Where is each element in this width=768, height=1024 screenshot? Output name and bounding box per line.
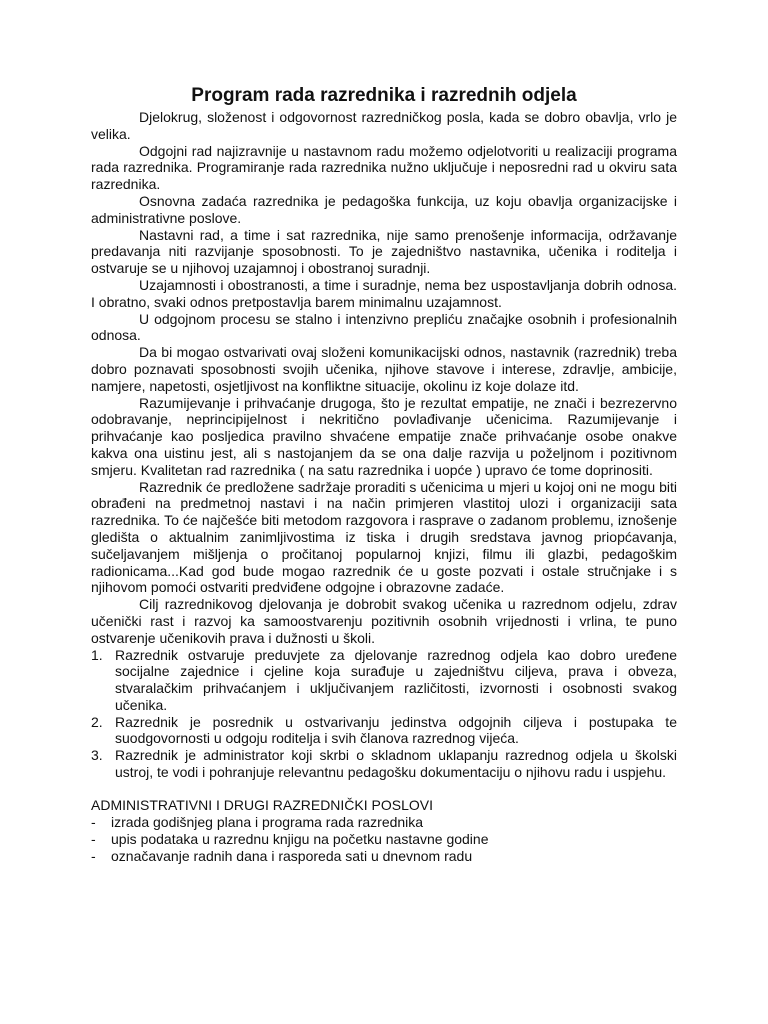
- bullet-item-text: označavanje radnih dana i rasporeda sati u dnevnom radu: [111, 847, 473, 864]
- bullet-list-item: [91, 831, 677, 848]
- paragraph: Odgojni rad najizravnije u nastavnom radu možemo odjelotvoriti u realizaciji programa rada razrednika. Programiranje rada razrednika nužno uključuje i neposredni rad u okviru sata razrednika.: [91, 142, 677, 193]
- paragraph: Razumijevanje i prihvaćanje drugoga, što je rezultat empatije, ne znači i bezrezervno odobravanje, neprincipijelnost i nekritično povlađivanje učenicima. Razumijevanje i prihvaćanje kao posljedica pravilno shvaćene empatije znače prihvaćanje osobe onakve kakva ona uistinu jest, ali s nastojanjem da se ona dalje razvija u poželjnom i pozitivnom smjeru. Kvalitetan rad razrednika ( na satu razrednika i uopće ) upravo će tome doprinositi.: [91, 394, 677, 478]
- list-number: 3.: [91, 747, 103, 764]
- list-item-text: Razrednik ostvaruje preduvjete za djelovanje razrednog odjela kao dobro uređene socijalne zajednice i cjeline koja surađuje u zajedništvu ciljeva, prava i obveza, stvaralačkim prihvaćanjem i uključivanjem različitosti, izvornosti i osobnosti svakog učenika.: [115, 646, 677, 713]
- paragraph: Uzajamnosti i obostranosti, a time i suradnje, nema bez uspostavljanja dobrih odnosa. I obratno, svaki odnos pretpostavlja barem minimalnu uzajamnost.: [91, 276, 677, 310]
- paragraph: U odgojnom procesu se stalno i intenzivno prepliću značajke osobnih i profesionalnih odnosa.: [91, 310, 677, 344]
- paragraph: Cilj razrednikovog djelovanja je dobrobit svakog učenika u razrednom odjelu, zdrav učenički rast i razvoj ka samoostvarenju pozitivnih osobnih vrijednosti i vrlina, te puno ostvarenje učenikovih prava i dužnosti u školi.: [91, 596, 677, 646]
- paragraph: Da bi mogao ostvarivati ovaj složeni komunikacijski odnos, nastavnik (razrednik) treba dobro poznavati sposobnosti svojih učenika, njihove stavove i interese, zdravlje, ambicije, namjere, napetosti, osjetljivost na konfliktne situacije, okolinu iz koje dolaze itd.: [91, 344, 677, 394]
- bullet-list: [91, 814, 677, 865]
- list-number: 1.: [91, 646, 103, 663]
- numbered-list-item: [91, 747, 677, 781]
- bullet-item-text: izrada godišnjeg plana i programa rada razrednika: [111, 813, 424, 830]
- paragraph: Razrednik će predložene sadržaje proraditi s učenicima u mjeri u kojoj oni ne mogu biti obrađeni na predmetnoj nastavi i na način primjeren vlastitoj ulozi i organizaciji sata razrednika. To će najčešće biti metodom razgovora i rasprave o zadanom problemu, iznošenje gledišta o aktualnim zanimljivostima iz tiska i drugih sredstava javnog priopćavanja, sučeljavanjem mišljenja o pročitanoj popularnoj knjizi, filmu ili glazbi, pedagoškim radionicama...Kad god bude mogao razrednik će u goste pozvati i ostale stručnjake i s njihovom pomoći ostvariti predviđene odgojne i obrazovne zadaće.: [91, 478, 677, 596]
- bullet-marker: -: [91, 847, 96, 864]
- list-number: 2.: [91, 713, 103, 730]
- paragraph: Osnovna zadaća razrednika je pedagoška funkcija, uz koju obavlja organizacijske i administrativne poslove.: [91, 192, 677, 226]
- list-item-text: Razrednik je posrednik u ostvarivanju jedinstva odgojnih ciljeva i postupaka te suodgovornosti u odgoju roditelja i svih članova razrednog vijeća.: [115, 713, 677, 747]
- bullet-marker: -: [91, 830, 96, 847]
- document-title: Program rada razrednika i razrednih odjela: [191, 85, 577, 106]
- bullet-list-item: [91, 848, 677, 865]
- bullet-marker: -: [91, 813, 96, 830]
- section-heading: ADMINISTRATIVNI I DRUGI RAZREDNIČKI POSLOVI: [91, 796, 434, 813]
- bullet-list-item: [91, 814, 677, 831]
- bullet-item-text: upis podataka u razrednu knjigu na početku nastavne godine: [111, 830, 489, 847]
- numbered-list: [91, 647, 677, 781]
- numbered-list-item: [91, 647, 677, 714]
- list-item-text: Razrednik je administrator koji skrbi o skladnom uklapanju razrednog odjela u školski ustroj, te vodi i pohranjuje relevantnu pedagošku dokumentaciju o njihovu radu i uspjehu.: [115, 747, 677, 781]
- paragraph: Djelokrug, složenost i odgovornost razredničkog posla, kada se dobro obavlja, vrlo je velika.: [91, 109, 677, 142]
- paragraph: Nastavni rad, a time i sat razrednika, nije samo prenošenje informacija, održavanje predavanja niti razvijanje sposobnosti. To je zajedništvo nastavnika, učenika i roditelja i ostvaruje se u njihovoj uzajamnoj i obostranoj suradnji.: [91, 226, 677, 277]
- numbered-list-item: [91, 714, 677, 748]
